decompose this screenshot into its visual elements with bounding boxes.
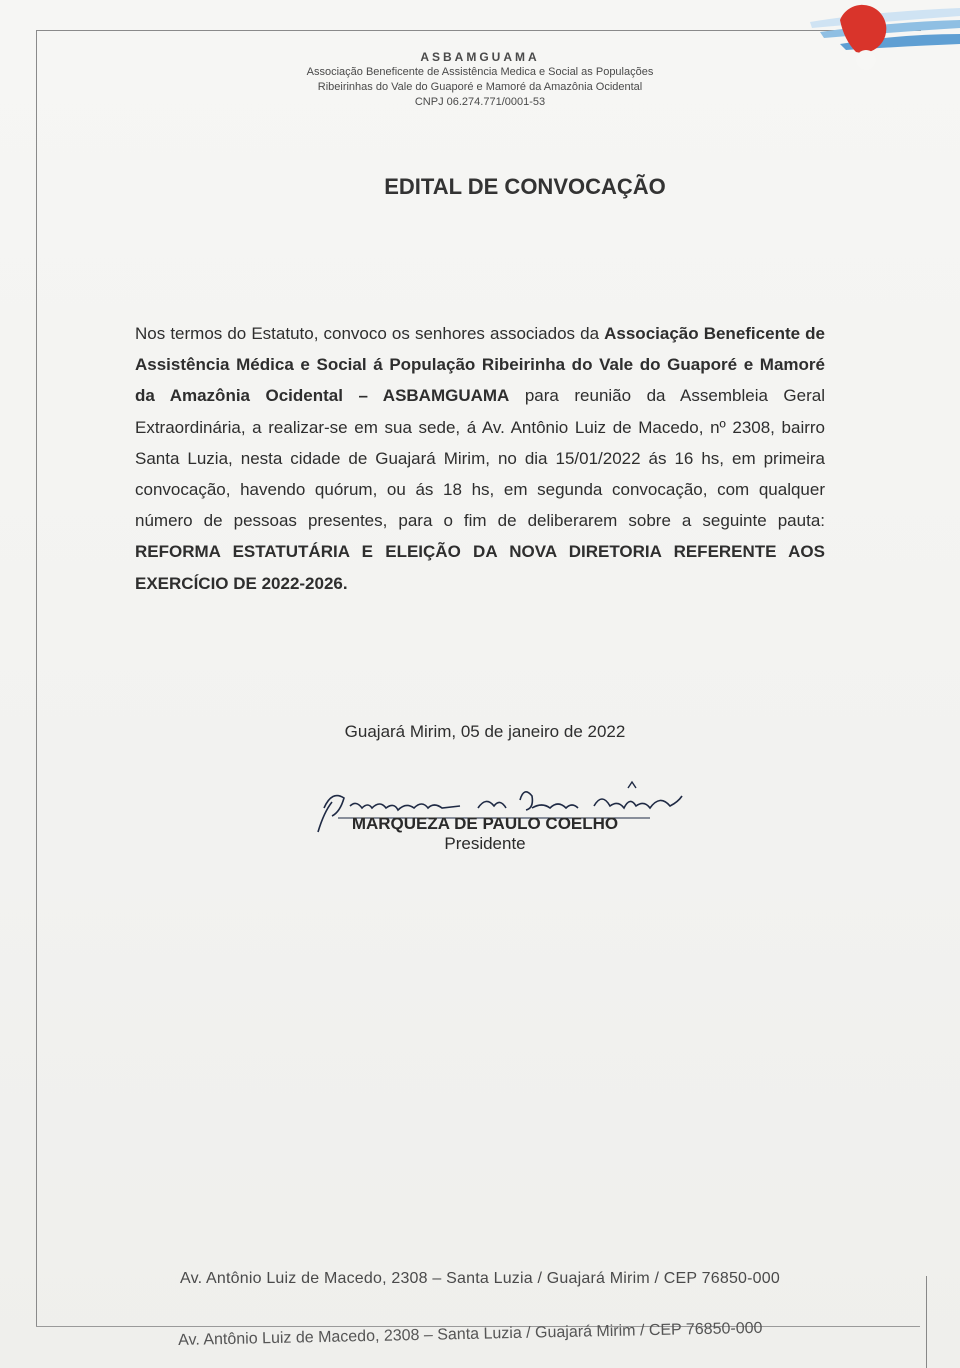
convocation-text: [135, 318, 825, 599]
letterhead: [240, 50, 720, 110]
body-details: para reunião da Assembleia Geral Extraordinária, a realizar-se em sua sede, á Av. Antônio Luiz de Macedo, nº 2308, bairro Santa Luzia, nesta cidade de Guajará Mirim, no dia 15/01/2022 ás 16 hs, em primeira convocação, havendo quórum, ou ás 18 hs, em segunda convocação, com qualquer número de pessoas presentes, para o fim de deliberarem sobre a seguinte pauta:: [135, 386, 825, 531]
org-cnpj: CNPJ 06.274.771/0001-53: [414, 96, 546, 108]
asbamguama-logo-icon: [800, 0, 960, 100]
org-acronym: ASBAMGUAMA: [420, 50, 540, 64]
place-date: Guajará Mirim, 05 de janeiro de 2022: [344, 722, 626, 741]
org-name-line-1: Associação Beneficente de Assistência Medica e Social as Populações: [306, 66, 654, 78]
signer-role: Presidente: [444, 834, 526, 853]
body-agenda: REFORMA ESTATUTÁRIA E ELEIÇÃO DA NOVA DIRETORIA REFERENTE AOS EXERCÍCIO DE 2022-2026.: [135, 542, 825, 593]
body-intro: Nos termos do Estatuto, convoco os senhores associados da: [135, 324, 605, 343]
page-frame: [36, 30, 921, 1327]
org-name-line-2: Ribeirinhas do Vale do Guaporé e Mamoré da Amazônia Ocidental: [317, 81, 643, 93]
body-org-name: Associação Beneficente de Assistência Médica e Social á População Ribeirinha do Vale do Guaporé e Mamoré da Amazônia Ocidental – ASBAMGUAMA: [135, 324, 825, 406]
signer-name: MARQUEZA DE PAULO COELHO: [351, 814, 619, 833]
footer-address-repeat: Av. Antônio Luiz de Macedo, 2308 – Santa Luzia / Guajará Mirim / CEP 76850-000: [178, 1319, 763, 1349]
document-title: EDITAL DE CONVOCAÇÃO: [384, 174, 666, 199]
edge-line: [926, 1276, 927, 1368]
footer-address: Av. Antônio Luiz de Macedo, 2308 – Santa Luzia / Guajará Mirim / CEP 76850-000: [180, 1270, 780, 1287]
